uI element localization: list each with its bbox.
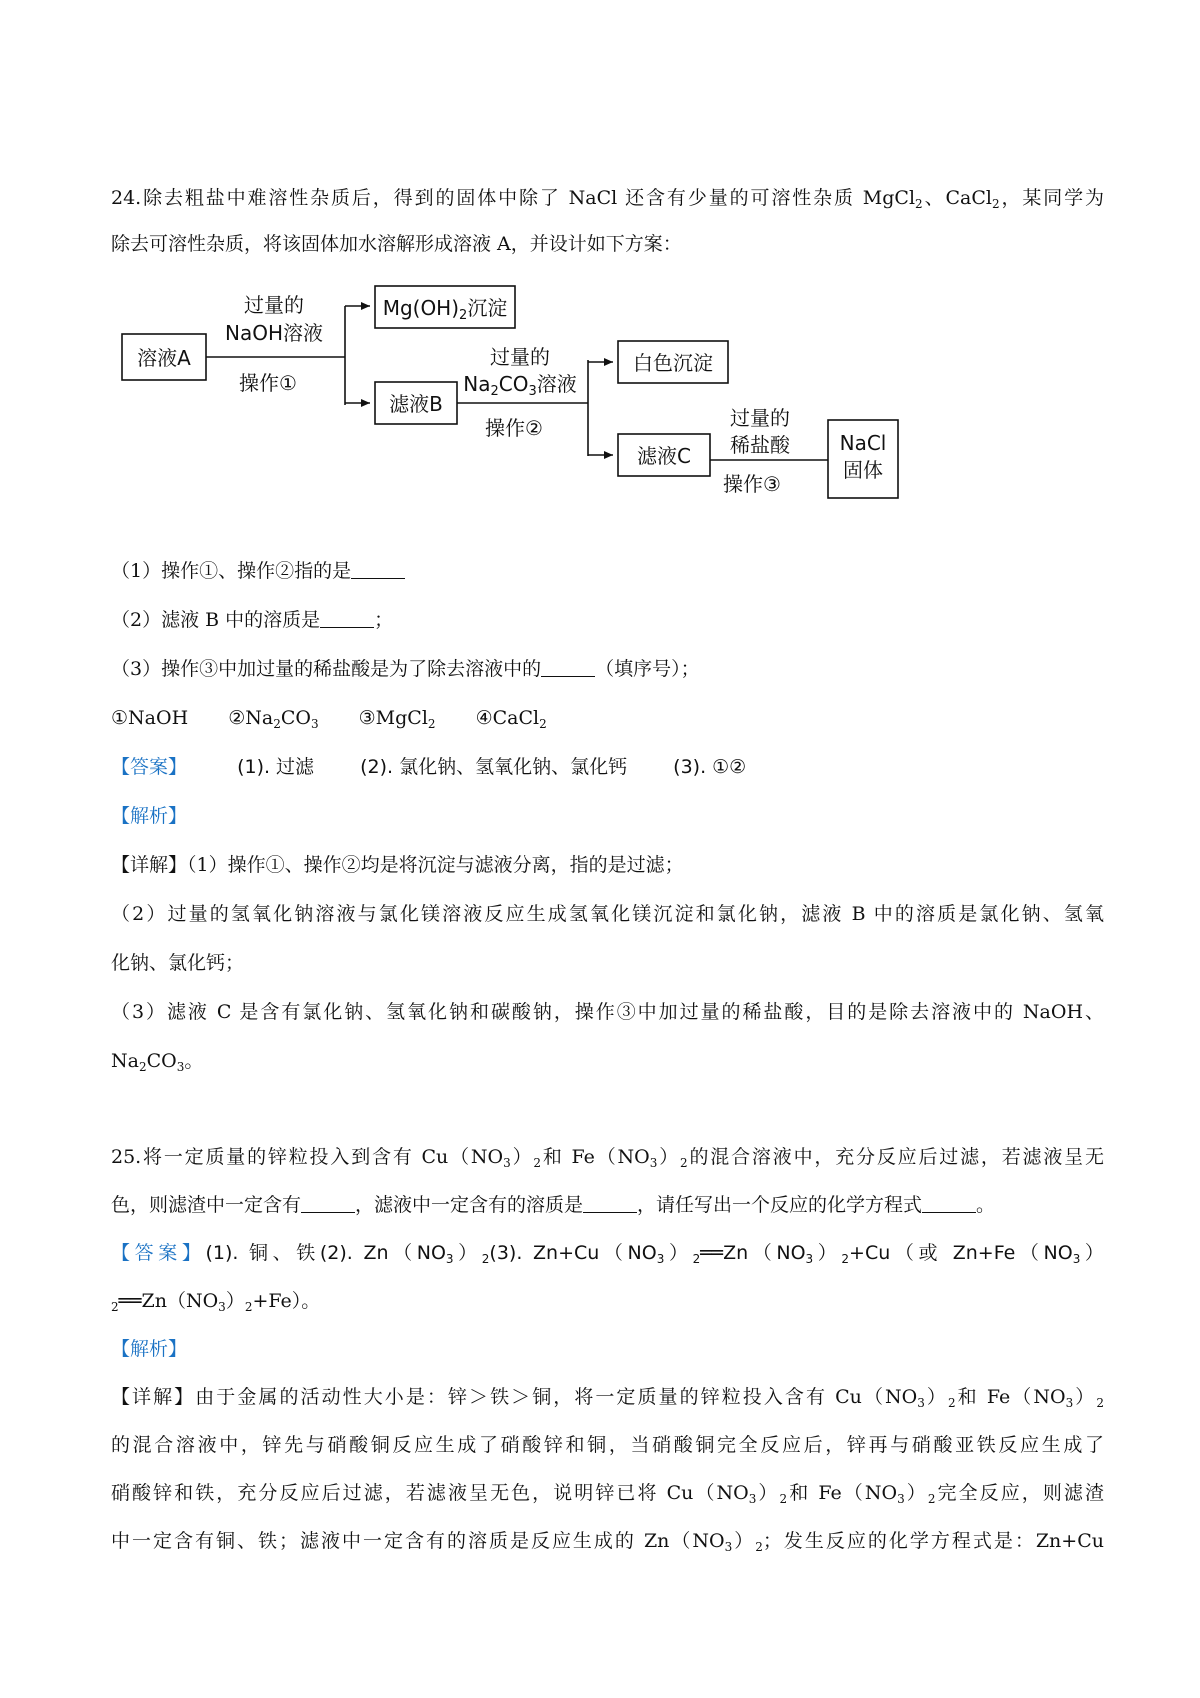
label-solution-a: 溶液A bbox=[137, 346, 191, 370]
answer-blank bbox=[301, 1192, 355, 1213]
q24-detail2a: （2）过量的氢氧化钠溶液与氯化镁溶液反应生成氢氧化镁沉淀和氯化钠，滤液 B 中的溶质是氯化钠、氢氧 bbox=[111, 903, 1104, 925]
q24-detail1: 【详解】（1）操作①、操作②均是将沉淀与滤液分离，指的是过滤； bbox=[111, 854, 684, 876]
step1-reagent-line1: 过量的 bbox=[244, 293, 304, 317]
q24-options bbox=[111, 703, 1104, 739]
label-filtrate-c: 滤液C bbox=[637, 444, 691, 468]
text: 24.除去粗盐中难溶性杂质后，得到的固体中除了 NaCl 还含有少量的可溶性杂质 MgCl bbox=[111, 187, 916, 209]
step1-operation: 操作① bbox=[239, 371, 297, 395]
q24-sub3: （3）操作③中加过量的稀盐酸是为了除去溶液中的 （填序号）； bbox=[111, 658, 700, 680]
q25-stem-line1: 25.将一定质量的锌粒投入到含有 $Cu(NO_3)_2$和 $Fe(NO_3)_2$的混合溶液中，充分反应后过滤，若滤液呈无 bbox=[111, 1146, 1104, 1170]
flow-diagram bbox=[0, 270, 1200, 520]
step3-reagent-line1: 过量的 bbox=[730, 406, 790, 430]
q25-detail4: 中一定含有铜、铁；滤液中一定含有的溶质是反应生成的 $Zn(NO_3)_2$；发生反应的化学方程式是：Zn+Cu bbox=[111, 1530, 1104, 1554]
option-3: ③MgCl$_2$ bbox=[358, 707, 436, 731]
detail-label: 【详解】 bbox=[111, 854, 188, 876]
answer-blank bbox=[541, 656, 595, 677]
q25-detail3: 硝酸锌和铁，充分反应后过滤，若滤液呈无色，说明锌已将 $Cu(NO_3)_2$和 $Fe(NO_3)_2$完全反应，则滤渣 bbox=[111, 1482, 1104, 1506]
answer-3: (3). ①② bbox=[673, 756, 747, 778]
label-nacl: NaCl bbox=[839, 431, 887, 455]
q24-sub1: （1）操作①、操作②指的是 bbox=[111, 556, 1104, 586]
q24-detail2b: 化钠、氯化钙； bbox=[111, 952, 245, 974]
step3-reagent-line2: 稀盐酸 bbox=[730, 433, 790, 457]
subscript: 2 bbox=[915, 197, 923, 211]
text: 、CaCl bbox=[922, 187, 992, 209]
label-filtrate-b: 滤液B bbox=[389, 392, 443, 416]
answer-2: (2). 氯化钠、氢氧化钠、氯化钙 bbox=[360, 756, 628, 778]
answer-1: (1). 过滤 bbox=[237, 756, 315, 778]
q24-stem-line2: 除去可溶性杂质，将该固体加水溶解形成溶液 A，并设计如下方案： bbox=[111, 233, 682, 255]
answer-2: (2). $Zn(NO_3)_2$ bbox=[319, 1242, 490, 1266]
q25-detail2: 的混合溶液中，锌先与硝酸铜反应生成了硝酸锌和铜，当硝酸铜完全反应后，锌再与硝酸亚铁反应生成了 bbox=[111, 1434, 1104, 1456]
label-solid: 固体 bbox=[843, 458, 883, 482]
q24-stem-line1 bbox=[111, 183, 1104, 219]
step2-operation: 操作② bbox=[485, 416, 543, 440]
option-1: ①NaOH bbox=[111, 707, 189, 729]
q25-answer-cont: $_2══Zn(NO_3)_2+Fe$）。 bbox=[111, 1290, 321, 1314]
answer-blank bbox=[351, 558, 405, 579]
step2-reagent-line1: 过量的 bbox=[490, 345, 550, 369]
q25-answer bbox=[111, 1238, 1104, 1274]
answer-label: 【答案】 bbox=[111, 1242, 206, 1264]
text: ，某同学为 bbox=[999, 187, 1104, 209]
step1-reagent-line2: NaOH溶液 bbox=[225, 321, 323, 345]
option-2: $②Na_2CO_3$ bbox=[228, 707, 319, 731]
q25-detail1: 【详解】由于金属的活动性大小是：锌＞铁＞铜，将一定质量的锌粒投入含有 $Cu(NO_3)_2$和 $Fe(NO_3)_2$ bbox=[111, 1386, 1104, 1410]
answer-blank bbox=[583, 1192, 637, 1213]
label-mgoh2: $Mg(OH)_2$沉淀 bbox=[382, 296, 508, 323]
answer-label: 【答案】 bbox=[111, 756, 188, 778]
q24-analysis-label: 【解析】 bbox=[111, 805, 188, 827]
step2-reagent-line2: $Na_2CO_3$溶液 bbox=[463, 372, 577, 399]
answer-blank bbox=[922, 1192, 976, 1213]
q24-answer bbox=[111, 752, 1104, 782]
q25-analysis-label: 【解析】 bbox=[111, 1338, 188, 1360]
option-4: ④CaCl$_2$ bbox=[475, 707, 547, 731]
q24-detail3b: $Na_2CO_3$。 bbox=[111, 1050, 204, 1074]
q25-stem-line2: 色，则滤渣中一定含有 ，滤液中一定含有的溶质是 ，请任写出一个反应的化学方程式 。 bbox=[111, 1194, 996, 1216]
step3-operation: 操作③ bbox=[723, 472, 781, 496]
detail-label: 【详解】 bbox=[111, 1386, 196, 1408]
label-white-ppt: 白色沉淀 bbox=[633, 351, 713, 375]
subscript: 2 bbox=[991, 197, 1000, 211]
answer-1: (1). 铜、铁 bbox=[205, 1242, 320, 1264]
q24-detail3a: （3）滤液 C 是含有氯化钠、氢氧化钠和碳酸钠，操作③中加过量的稀盐酸，目的是除去溶液中的 NaOH、 bbox=[111, 1001, 1104, 1023]
answer-3: (3). $Zn+Cu(NO_3)_2══Zn(NO_3)_2+Cu$（或 $Zn+Fe(NO_3)$ bbox=[489, 1242, 1104, 1266]
q24-sub2: （2）滤液 B 中的溶质是 ； bbox=[111, 609, 394, 631]
answer-blank bbox=[320, 607, 374, 628]
